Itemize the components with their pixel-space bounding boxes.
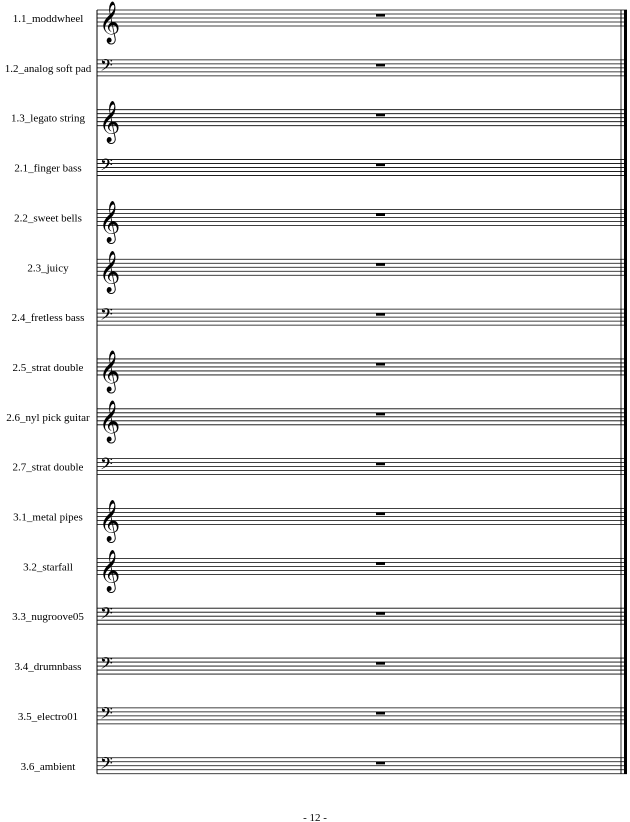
staff-lines bbox=[97, 608, 627, 624]
staff-label: 2.2_sweet bells bbox=[14, 212, 82, 225]
staff-label: 2.4_fretless bass bbox=[11, 312, 85, 325]
staff bbox=[12, 304, 627, 328]
whole-rest-icon bbox=[376, 14, 385, 17]
staff bbox=[15, 653, 627, 677]
staff-label: 1.1_moddwheel bbox=[12, 13, 84, 25]
staff-lines bbox=[97, 209, 627, 225]
staff-label: 3.3_nugroove05 bbox=[12, 611, 84, 624]
staff-lines bbox=[97, 558, 627, 574]
bass-clef-icon: 𝄢 bbox=[100, 304, 113, 329]
staff-lines bbox=[97, 60, 627, 76]
score-system bbox=[5, 1, 627, 777]
staff bbox=[13, 350, 627, 393]
staff bbox=[11, 101, 627, 144]
staff-lines bbox=[97, 259, 627, 275]
staff bbox=[23, 549, 627, 592]
bass-clef-icon: 𝄢 bbox=[100, 603, 113, 628]
whole-rest-icon bbox=[376, 762, 385, 765]
staff-lines bbox=[97, 459, 627, 475]
treble-clef-icon: 𝄞 bbox=[99, 2, 121, 43]
staff bbox=[13, 500, 627, 543]
whole-rest-icon bbox=[376, 662, 385, 665]
staff-lines bbox=[97, 658, 627, 674]
bass-clef-icon: 𝄢 bbox=[100, 154, 113, 179]
bass-clef-icon: 𝄢 bbox=[100, 453, 113, 478]
whole-rest-icon bbox=[376, 363, 385, 366]
whole-rest-icon bbox=[376, 164, 385, 167]
whole-rest-icon bbox=[376, 64, 385, 67]
treble-clef-icon: 𝄞 bbox=[99, 251, 121, 293]
staff-label: 2.6_nyl pick guitar bbox=[6, 411, 90, 424]
staff-lines bbox=[97, 708, 627, 724]
whole-rest-icon bbox=[376, 213, 385, 216]
bass-clef-icon: 𝄢 bbox=[100, 752, 113, 777]
treble-clef-icon: 𝄞 bbox=[99, 201, 121, 243]
whole-rest-icon bbox=[376, 612, 385, 615]
whole-rest-icon bbox=[376, 114, 385, 117]
treble-clef-icon: 𝄞 bbox=[99, 500, 121, 542]
staff-label: 2.5_strat double bbox=[12, 361, 84, 374]
staff-label: 3.1_metal pipes bbox=[13, 511, 83, 524]
whole-rest-icon bbox=[376, 712, 385, 715]
treble-clef-icon: 𝄞 bbox=[99, 550, 121, 592]
staff bbox=[27, 250, 627, 293]
staff bbox=[14, 155, 627, 179]
staff bbox=[13, 1, 627, 44]
staff-label: 1.2_analog soft pad bbox=[4, 62, 92, 75]
staff bbox=[18, 703, 627, 727]
staff bbox=[6, 400, 627, 443]
staff-lines bbox=[97, 758, 627, 774]
staff-lines bbox=[97, 110, 627, 126]
bass-clef-icon: 𝄢 bbox=[100, 54, 113, 79]
staff-label: 3.5_electro01 bbox=[17, 710, 79, 723]
whole-rest-icon bbox=[376, 413, 385, 416]
staff bbox=[13, 454, 627, 478]
staff-label: 2.1_finger bass bbox=[14, 162, 82, 175]
whole-rest-icon bbox=[376, 313, 385, 316]
staff bbox=[12, 603, 627, 627]
whole-rest-icon bbox=[376, 263, 385, 266]
staff-label: 1.3_legato string bbox=[11, 112, 85, 125]
staff-lines bbox=[97, 509, 627, 525]
staff-label: 3.2_starfall bbox=[23, 561, 73, 574]
staff-lines bbox=[97, 160, 627, 176]
whole-rest-icon bbox=[376, 562, 385, 565]
staff-lines bbox=[97, 409, 627, 425]
staff-label: 2.7_strat double bbox=[12, 461, 84, 474]
staff bbox=[5, 55, 627, 79]
whole-rest-icon bbox=[376, 513, 385, 516]
staff-label: 3.4_drumnbass bbox=[14, 661, 82, 674]
bass-clef-icon: 𝄢 bbox=[100, 702, 113, 727]
bass-clef-icon: 𝄢 bbox=[100, 653, 113, 678]
staff-label: 3.6_ambient bbox=[20, 760, 76, 773]
staff-lines bbox=[97, 359, 627, 375]
staff-lines bbox=[97, 10, 627, 26]
staff bbox=[14, 200, 627, 243]
staff bbox=[21, 753, 627, 777]
treble-clef-icon: 𝄞 bbox=[99, 101, 121, 143]
staff-label: 2.3_juicy bbox=[27, 262, 69, 275]
whole-rest-icon bbox=[376, 463, 385, 466]
treble-clef-icon: 𝄞 bbox=[99, 400, 121, 442]
staff-lines bbox=[97, 309, 627, 325]
page-number: - 12 - bbox=[303, 812, 327, 822]
system-thick-barline bbox=[624, 10, 627, 774]
treble-clef-icon: 𝄞 bbox=[99, 350, 121, 392]
